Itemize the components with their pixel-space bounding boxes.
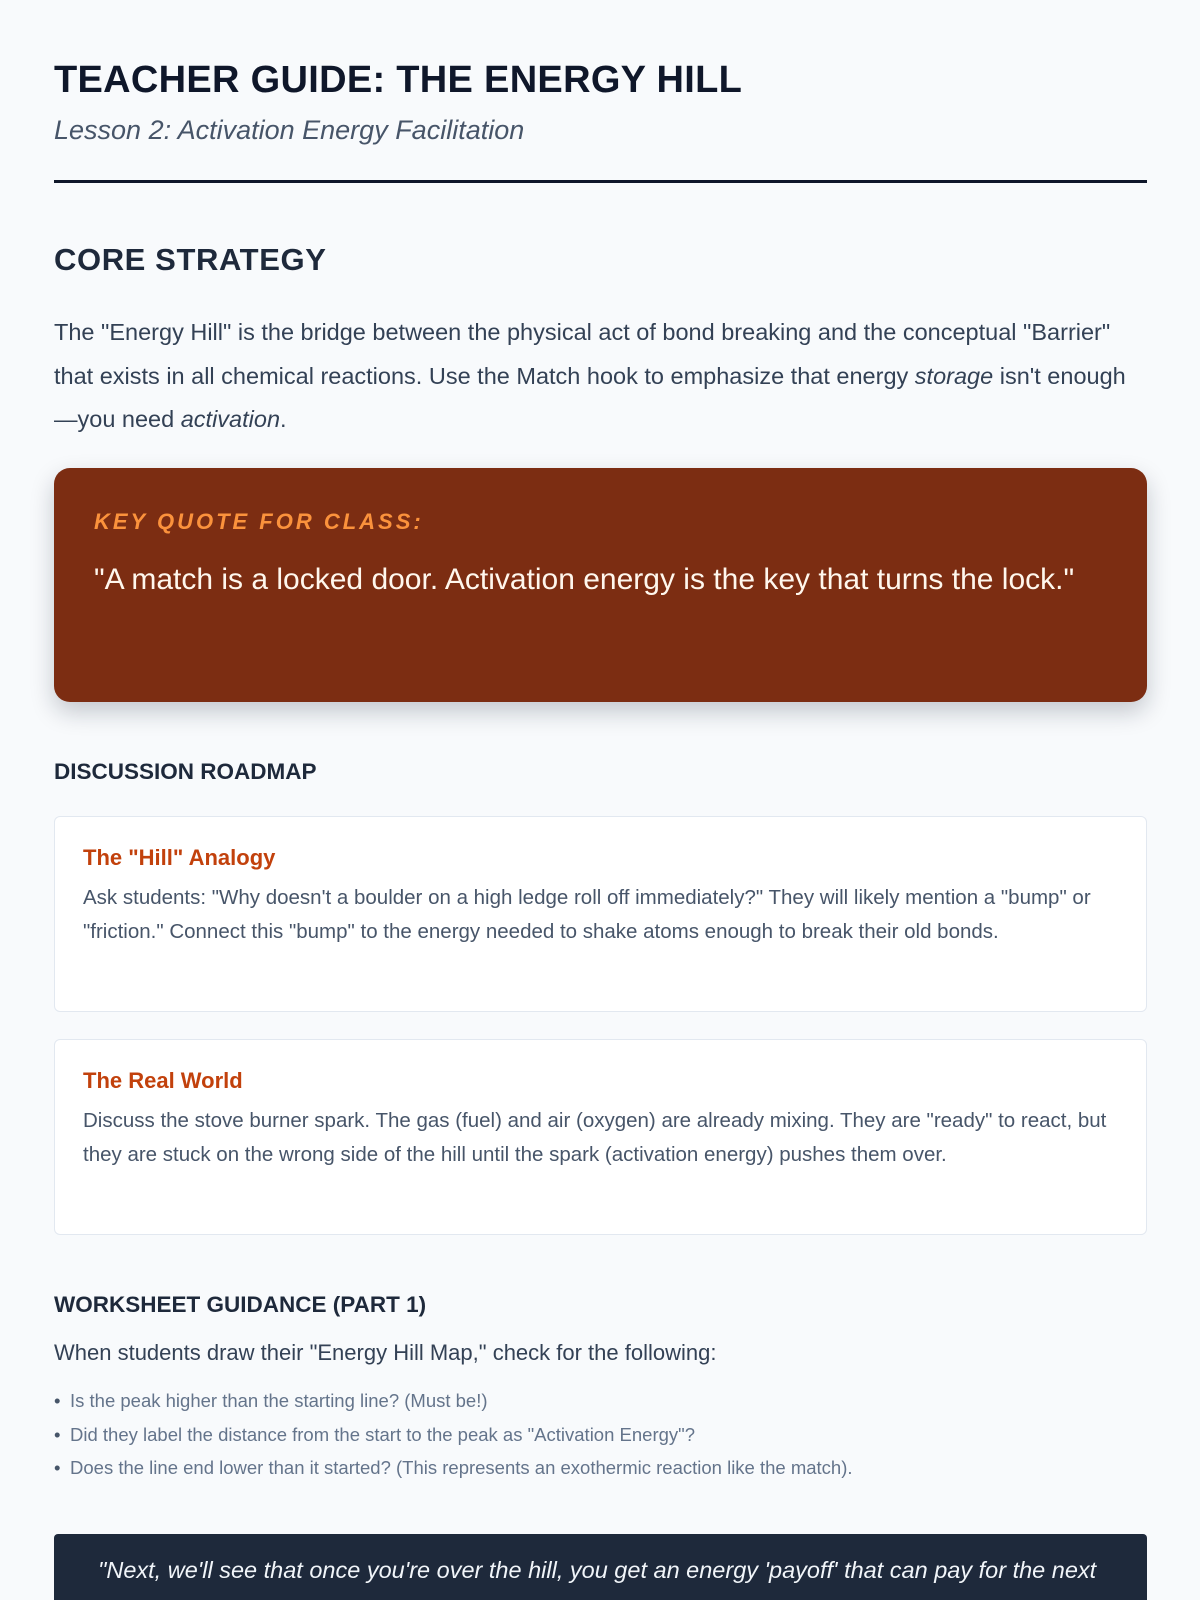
hill-analogy-card	[54, 816, 1147, 1012]
core-strategy-text-1: The "Energy Hill" is the bridge between the physical act of bond breaking and the conceptual "Barrier" that exists in all chemical reactions. Use the Match hook to emphasize that energy	[54, 319, 1111, 389]
header-divider	[54, 180, 1147, 183]
page-title: TEACHER GUIDE: THE ENERGY HILL	[54, 59, 743, 101]
bullet-icon: •	[54, 1457, 61, 1478]
hill-analogy-body: Ask students: "Why doesn't a boulder on a high ledge roll off immediately?" They will likely mention a "bump" or "friction." Connect this "bump" to the energy needed to shake atoms enough to break their old bonds.	[83, 886, 1091, 943]
key-quote-text: "A match is a locked door. Activation energy is the key that turns the lock."	[94, 563, 1075, 596]
checklist-item	[54, 1384, 853, 1418]
page-subtitle: Lesson 2: Activation Energy Facilitation	[54, 115, 525, 145]
checklist-item-text: Did they label the distance from the start to the peak as "Activation Energy"?	[70, 1423, 695, 1445]
core-strategy-text-2: isn't enough—you need	[54, 362, 1126, 432]
bullet-icon: •	[54, 1423, 61, 1445]
worksheet-checklist	[54, 1384, 853, 1485]
key-quote-label: KEY QUOTE FOR CLASS:	[94, 509, 424, 534]
checklist-item	[54, 1418, 853, 1452]
checklist-item	[54, 1451, 853, 1485]
hill-analogy-title: The "Hill" Analogy	[83, 845, 276, 870]
core-strategy-paragraph	[54, 311, 1147, 442]
activation-emphasis: activation	[180, 406, 281, 432]
real-world-body: Discuss the stove burner spark. The gas (fuel) and air (oxygen) are already mixing. They are "ready" to react, but they are stuck on the wrong side of the hill until the spark (activation energy) pushes them over.	[83, 1109, 1107, 1166]
closing-quote-box	[54, 1534, 1147, 1600]
real-world-title: The Real World	[83, 1068, 243, 1093]
real-world-card	[54, 1039, 1147, 1235]
core-strategy-heading: CORE STRATEGY	[54, 242, 327, 277]
discussion-roadmap-heading: DISCUSSION ROADMAP	[54, 759, 317, 784]
core-strategy-text-3: .	[280, 406, 287, 432]
checklist-item-text: Does the line end lower than it started? (This represents an exothermic reaction like the match).	[70, 1457, 853, 1478]
worksheet-guidance-intro: When students draw their "Energy Hill Map," check for the following:	[54, 1340, 717, 1365]
bullet-icon: •	[54, 1390, 61, 1411]
checklist-item-text: Is the peak higher than the starting line? (Must be!)	[70, 1390, 488, 1411]
closing-quote-text: "Next, we'll see that once you're over the hill, you get an energy 'payoff' that can pay for the next	[98, 1557, 1097, 1583]
storage-emphasis: storage	[914, 362, 994, 389]
worksheet-guidance-heading: WORKSHEET GUIDANCE (PART 1)	[54, 1292, 427, 1317]
